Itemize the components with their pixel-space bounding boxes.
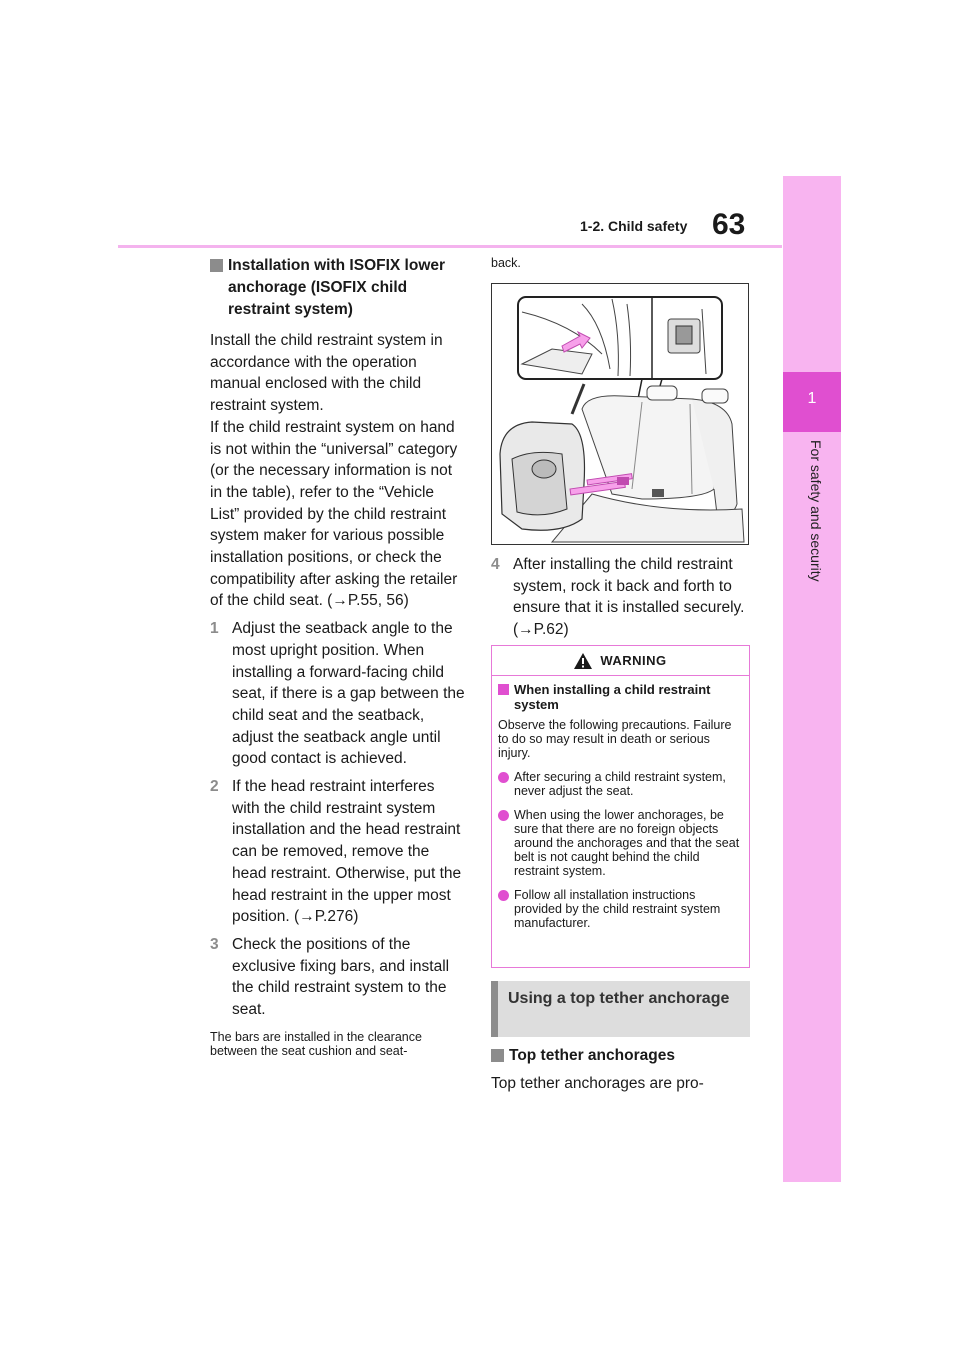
- step-4-text: After installing the child restraint system, rock it back and forth to ensure that it is installed securely. (→P.62): [513, 556, 745, 639]
- step-3: [210, 934, 466, 1021]
- step-4-number: 4: [491, 556, 500, 573]
- warning-item: [498, 808, 741, 878]
- circle-bullet-icon: [498, 772, 509, 783]
- top-tether-section-heading: Using a top tether anchorage: [491, 981, 750, 1037]
- circle-bullet-icon: [498, 810, 509, 821]
- step-1-text: Adjust the seatback angle to the most upright position. When installing a forward-facing child seat, if there is a gap between the child seat and the seatback, adjust the seatback angle until good contact is achieved.: [232, 620, 465, 768]
- square-bullet-icon: [210, 259, 223, 272]
- step-2-text: If the head restraint interferes with the child restraint system installation and the head restraint can be removed, remove the head restraint. Otherwise, put the head restraint in the upper most position. (→P.276): [232, 778, 462, 926]
- step-2: [210, 776, 466, 928]
- top-tether-subheading: [491, 1045, 751, 1067]
- square-bullet-icon: [498, 684, 509, 695]
- bars-note: The bars are installed in the clearance between the seat cushion and seat-: [210, 1029, 422, 1058]
- isofix-heading-text: Installation with ISOFIX lower anchorage (ISOFIX child restraint system): [228, 257, 446, 318]
- warning-intro: Observe the following precautions. Failure to do so may result in death or serious injury.: [498, 718, 732, 760]
- section-reference: 1-2. Child safety: [580, 218, 688, 234]
- install-paragraph-2: If the child restraint system on hand is not within the “universal” category (or the necessary information is not in the table), refer to the “Vehicle List” provided by the child restraint system maker for various possible installation positions, or check the compatibility after asking the retailer of the child seat. (→P.55, 56): [210, 418, 458, 610]
- warning-item: [498, 888, 741, 930]
- warning-item-text: Follow all installation instructions provided by the child restraint system manufacturer.: [514, 888, 721, 930]
- warning-triangle-icon: [574, 653, 592, 669]
- header-rule: [118, 245, 782, 248]
- warning-title: WARNING: [600, 653, 667, 668]
- square-bullet-icon: [491, 1049, 504, 1062]
- warning-item-text: When using the lower anchorages, be sure that there are no foreign objects around the anchorages and that the seat belt is not caught behind the child restraint system.: [514, 808, 740, 878]
- warning-header: [492, 646, 749, 676]
- step-4: [491, 554, 751, 641]
- chapter-title: For safety and security: [808, 440, 824, 582]
- warning-subheading-text: When installing a child restraint system: [514, 682, 711, 712]
- continued-note: back.: [491, 256, 521, 270]
- isofix-illustration: [491, 283, 749, 545]
- page-number: 63: [712, 208, 746, 241]
- step-1: [210, 618, 466, 770]
- warning-item-text: After securing a child restraint system, never adjust the seat.: [514, 770, 726, 798]
- step-1-number: 1: [210, 620, 219, 638]
- top-tether-paragraph: Top tether anchorages are pro-: [491, 1075, 704, 1092]
- right-column-top: [491, 255, 751, 271]
- warning-box: [491, 645, 750, 968]
- isofix-heading: [210, 255, 466, 321]
- warning-content: [492, 676, 749, 930]
- chapter-number: 1: [807, 390, 817, 407]
- warning-item: [498, 770, 741, 798]
- install-paragraph: [210, 330, 466, 612]
- step-3-text: Check the positions of the exclusive fixing bars, and install the child restraint system to the seat.: [232, 935, 450, 1019]
- seat-illustration-icon: [492, 284, 748, 544]
- step-3-number: 3: [210, 935, 219, 953]
- top-tether-subheading-text: Top tether anchorages: [509, 1047, 675, 1064]
- step-2-number: 2: [210, 778, 219, 796]
- left-column: [210, 255, 466, 1058]
- circle-bullet-icon: [498, 890, 509, 901]
- warning-subheading: [498, 682, 741, 712]
- chapter-side-tab: [783, 176, 841, 1182]
- install-paragraph-1: Install the child restraint system in accordance with the operation manual enclosed with the child restraint system.: [210, 332, 443, 415]
